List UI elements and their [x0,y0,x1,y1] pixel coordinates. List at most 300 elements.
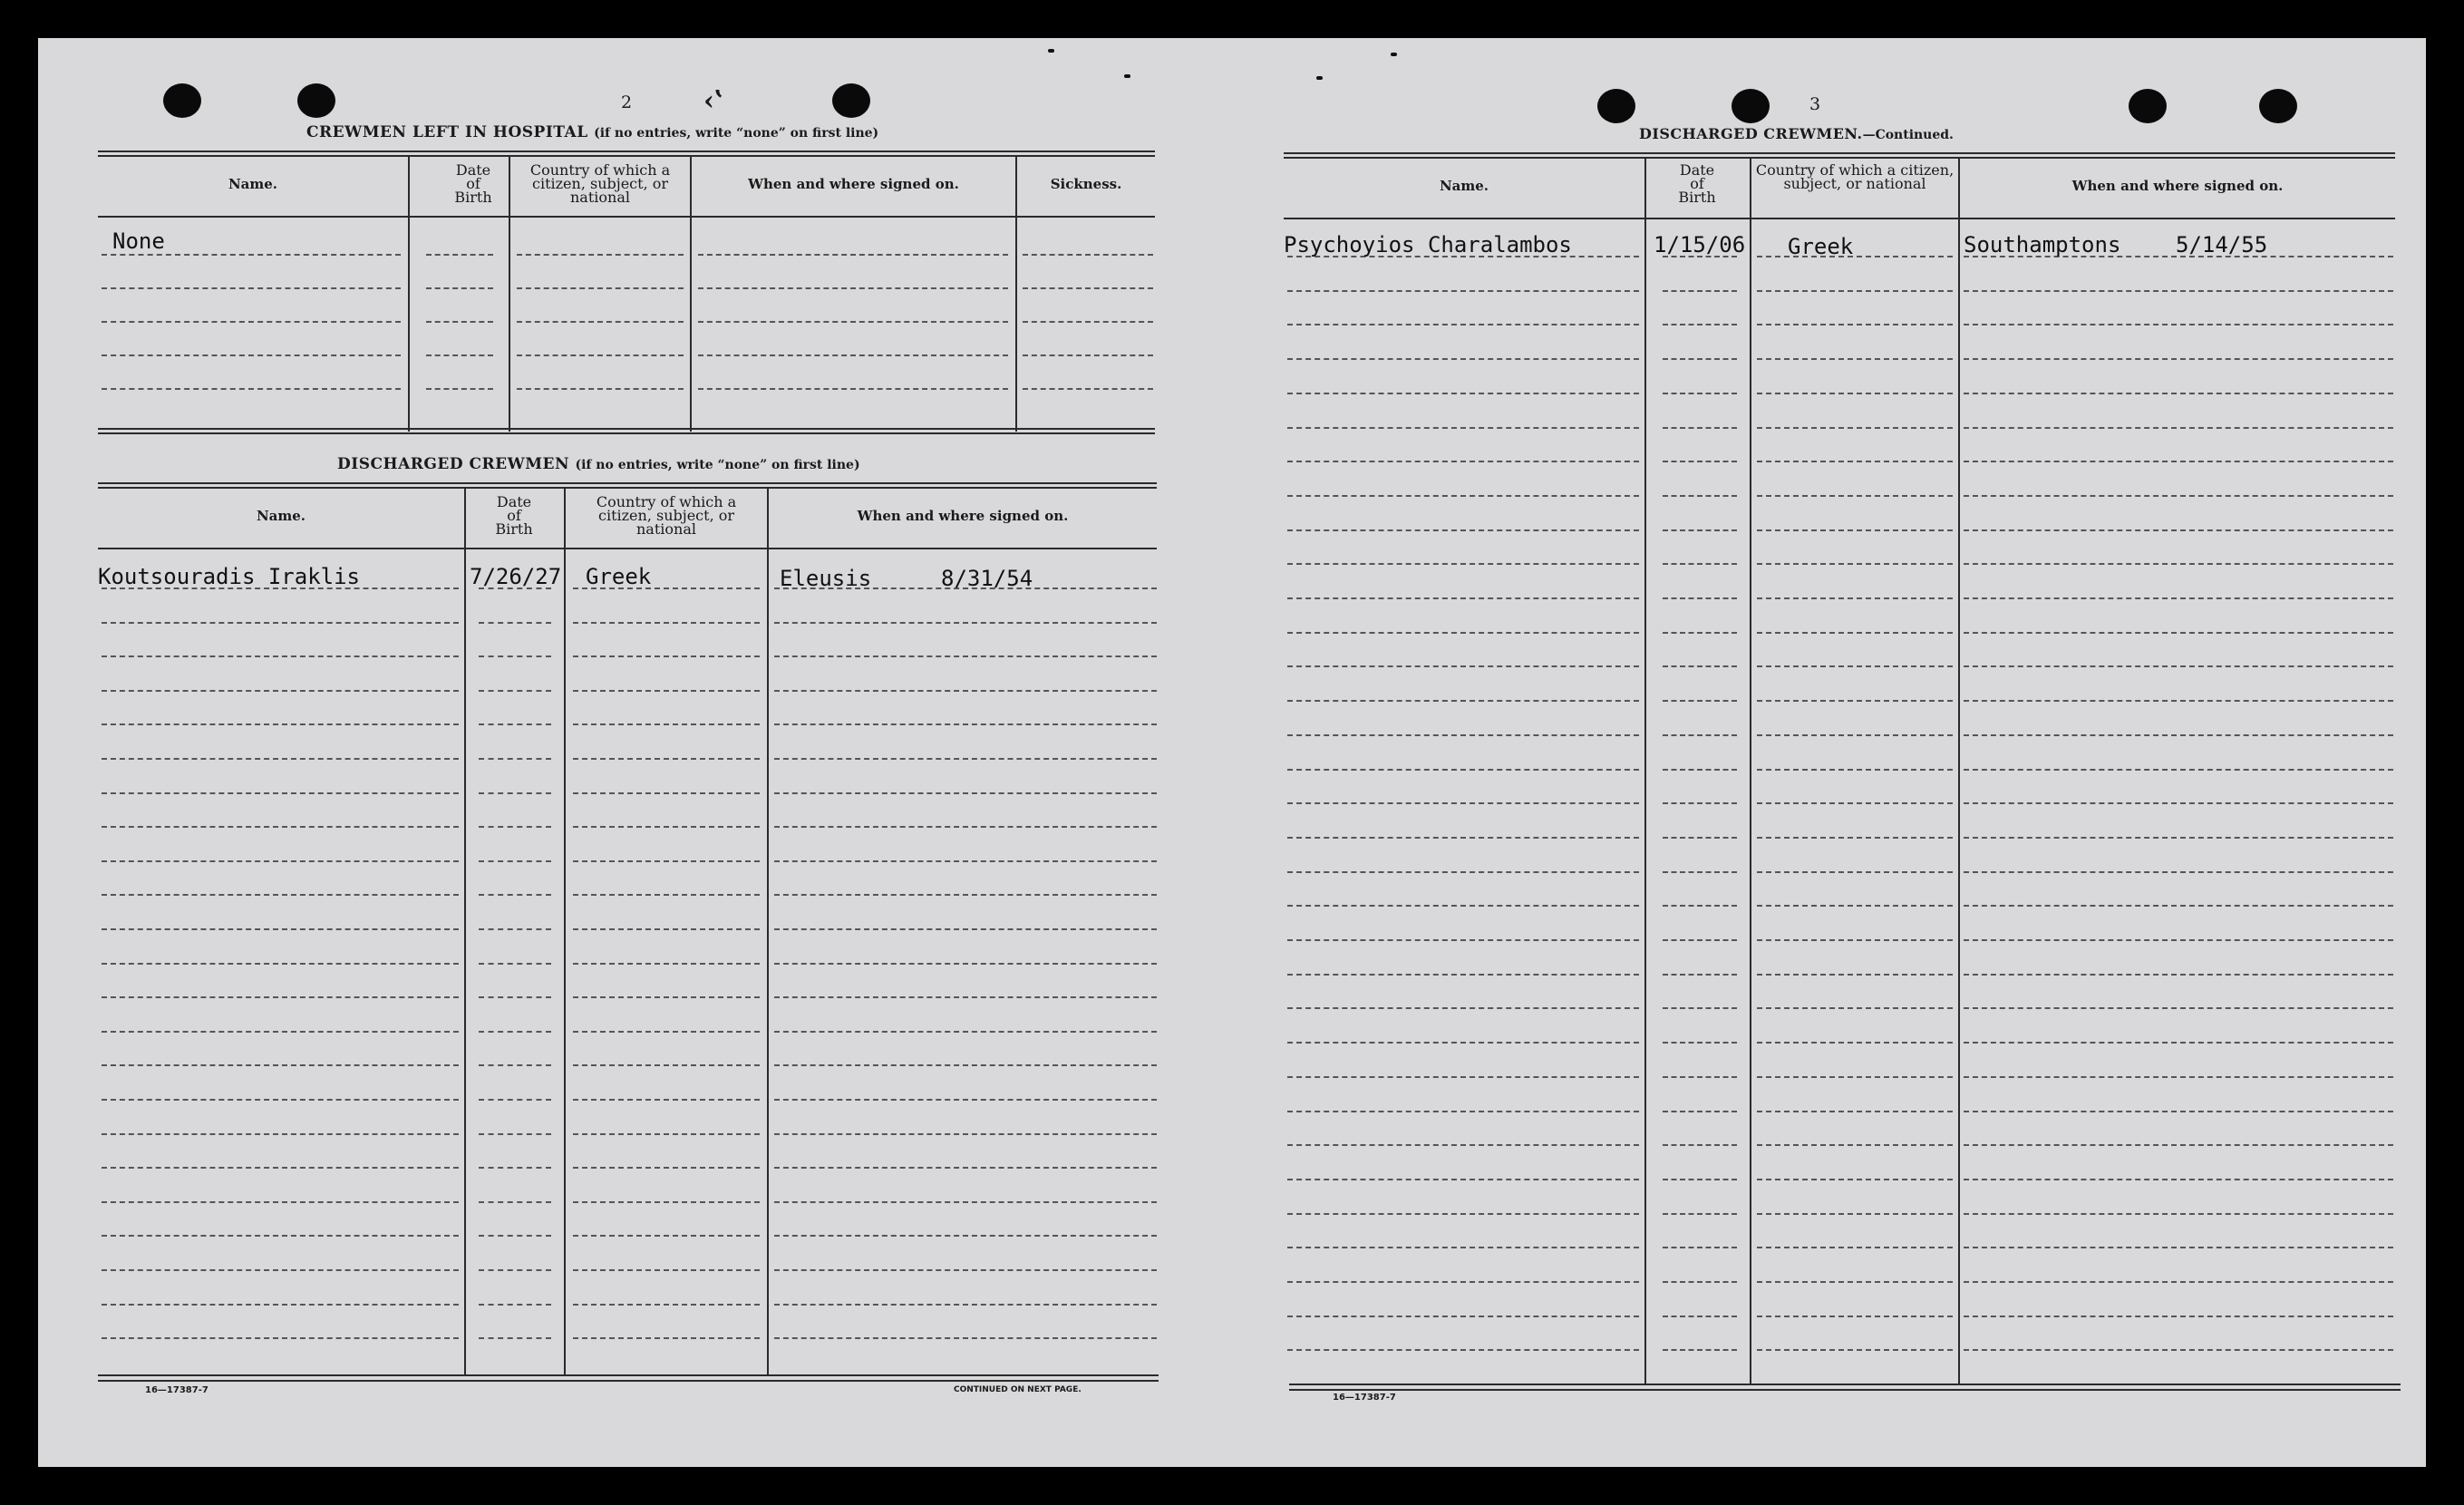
ruled-line [1964,837,2393,839]
ruled-line [479,1269,551,1271]
ruled-line [1287,495,1639,497]
ruled-line [1663,358,1737,360]
discharged-entry-date: 8/31/54 [941,566,1033,591]
ruled-line [479,655,551,657]
ruled-line [1757,393,1953,394]
ruled-line [1287,1247,1639,1248]
ruled-line [102,1269,459,1271]
ruled-line [1663,1007,1737,1009]
ruled-line [102,723,459,725]
ruled-line [573,996,760,998]
ruled-line [1964,632,2393,634]
ruled-line [479,1304,551,1306]
hospital-col-divider [690,156,692,432]
ruled-line [774,928,1157,930]
ruled-line [1663,529,1737,531]
ruled-line [1964,1042,2393,1044]
ruled-line [1287,769,1639,771]
hospital-col-signed-on: When and where signed on. [748,176,959,192]
ruled-line [1964,597,2393,599]
continued-title-text: DISCHARGED CREWMEN. [1639,125,1863,142]
hospital-title-text: CREWMEN LEFT IN HOSPITAL [306,123,588,141]
right-col-dob: Date of Birth [1678,161,1716,207]
ruled-line [479,1201,551,1203]
ruled-line [102,860,459,862]
ruled-line [102,996,459,998]
ruled-line [1663,939,1737,941]
discharged-table-top-rule [98,482,1157,484]
ruled-line [1663,1349,1737,1351]
ruled-line [102,1337,459,1339]
ruled-line [1287,802,1639,804]
continued-subtitle-text: —Continued. [1862,128,1954,142]
ruled-line [102,655,459,657]
ruled-line [1757,427,1953,429]
hospital-header-rule [98,216,1155,218]
ruled-line [1287,665,1639,667]
ruled-line [1287,1111,1639,1112]
discharged-col-name: Name. [256,508,306,524]
ruled-line [1964,1349,2393,1351]
ruled-line [774,826,1157,828]
discharged-title-text: DISCHARGED CREWMEN [337,455,570,473]
ruled-line [1757,974,1953,976]
hospital-col-divider [509,156,510,432]
ruled-line [479,1031,551,1033]
ruled-line [1287,1316,1639,1317]
ruled-line [573,928,760,930]
ruled-line [573,758,760,760]
ruled-line [102,1304,459,1306]
hospital-entry-name: None [112,228,165,254]
ruled-line [774,1337,1157,1339]
page-mark: ‹‛ [703,85,724,117]
ruled-line [102,758,459,760]
ruled-line [698,254,1008,256]
ruled-line [774,1133,1157,1135]
ruled-line [1663,290,1737,292]
right-table-top-rule [1284,152,2395,154]
discharged-col-dob: Date of Birth [495,493,533,539]
punch-hole [2259,89,2297,123]
punch-hole [1597,89,1635,123]
ruled-line [573,1031,760,1033]
ruled-line [1663,1247,1737,1248]
ruled-line [102,894,459,896]
ruled-line [1757,563,1953,565]
discharged-entry-name: Koutsouradis Iraklis [98,564,360,589]
ruled-line [1757,597,1953,599]
ruled-line [102,1064,459,1066]
ruled-line [1663,563,1737,565]
ruled-line [517,388,684,390]
discharged-header-rule [98,548,1157,549]
ruled-line [774,963,1157,965]
ruled-line [1757,461,1953,462]
right-col-country: Country of which a citizen, subject, or national [1755,161,1955,193]
ruled-line [102,254,401,256]
ruled-line [479,1133,551,1135]
ruled-line [1757,1281,1953,1283]
ruled-line [573,1099,760,1101]
right-header-rule [1284,218,2395,219]
ruled-line [102,1201,459,1203]
ruled-line [573,963,760,965]
ruled-line [1287,358,1639,360]
ruled-line [1663,632,1737,634]
right-page-number: 3 [1809,94,1821,114]
ruled-line [102,354,401,356]
ruled-line [102,1031,459,1033]
ruled-line [1663,1042,1737,1044]
ruled-line [1287,1179,1639,1180]
ruled-line [1287,1281,1639,1283]
ruled-line [1287,700,1639,702]
ruled-line [1964,871,2393,873]
ruled-line [573,655,760,657]
ruled-line [774,860,1157,862]
document-page [38,38,2426,1467]
ruled-line [426,321,493,323]
ruled-line [1287,393,1639,394]
ruled-line [573,723,760,725]
ruled-line [479,758,551,760]
ruled-line [1663,324,1737,325]
ruled-line [102,792,459,794]
ruled-line [1663,905,1737,907]
right-table-bottom-rule [1289,1384,2401,1385]
ruled-line [1757,324,1953,325]
ruled-line [774,996,1157,998]
ruled-line [774,723,1157,725]
ruled-line [698,388,1008,390]
ruled-line [774,1201,1157,1203]
ruled-line [1964,974,2393,976]
ruled-line [479,1064,551,1066]
hospital-table-top-rule [98,150,1155,152]
hospital-col-sickness: Sickness. [1050,176,1122,192]
speck [1391,53,1397,56]
speck [1124,74,1130,78]
hospital-section-title [306,123,878,141]
ruled-line [1757,905,1953,907]
ruled-line [1757,734,1953,736]
ruled-line [1287,1349,1639,1351]
ruled-line [1287,632,1639,634]
ruled-line [1663,974,1737,976]
ruled-line [479,1099,551,1101]
ruled-line [1663,802,1737,804]
discharged-col-signed-on: When and where signed on. [857,508,1069,524]
ruled-line [1757,1179,1953,1180]
ruled-line [573,894,760,896]
right-table-bottom-rule2 [1289,1389,2401,1391]
ruled-line [1757,290,1953,292]
ruled-line [1287,1144,1639,1146]
ruled-line [1663,597,1737,599]
ruled-line [1663,1111,1737,1112]
discharged-table-bottom-rule [98,1374,1159,1376]
punch-hole [163,83,201,118]
ruled-line [102,928,459,930]
discharged-col-divider [464,488,466,1374]
ruled-line [102,690,459,692]
right-entry-place: Southamptons [1964,232,2121,257]
punch-hole [832,83,870,118]
ruled-line [774,1235,1157,1237]
ruled-line [1757,871,1953,873]
ruled-line [1964,324,2393,325]
ruled-line [479,1167,551,1169]
ruled-line [1757,632,1953,634]
ruled-line [1757,1213,1953,1215]
ruled-line [1663,461,1737,462]
right-entry-dob: 1/15/06 [1654,232,1746,257]
ruled-line [573,826,760,828]
ruled-line [1964,1076,2393,1078]
ruled-line [102,1235,459,1237]
ruled-line [1663,734,1737,736]
ruled-line [1964,802,2393,804]
ruled-line [774,758,1157,760]
ruled-line [573,1304,760,1306]
ruled-line [1964,529,2393,531]
ruled-line [573,1201,760,1203]
ruled-line [1023,321,1153,323]
ruled-line [698,354,1008,356]
ruled-line [774,894,1157,896]
ruled-line [517,254,684,256]
ruled-line [1964,1247,2393,1248]
ruled-line [1287,324,1639,325]
ruled-line [698,287,1008,289]
ruled-line [517,354,684,356]
ruled-line [102,1133,459,1135]
ruled-line [102,826,459,828]
ruled-line [479,860,551,862]
ruled-line [479,894,551,896]
discharged-entry-place: Eleusis [780,566,872,591]
ruled-line [1757,529,1953,531]
right-col-signed-on: When and where signed on. [2071,178,2284,194]
ruled-line [479,996,551,998]
ruled-line [1287,837,1639,839]
ruled-line [1663,871,1737,873]
ruled-line [1287,1042,1639,1044]
ruled-line [1964,665,2393,667]
ruled-line [1023,388,1153,390]
ruled-line [1287,974,1639,976]
ruled-line [1287,939,1639,941]
ruled-line [774,1167,1157,1169]
ruled-line [1663,665,1737,667]
ruled-line [774,1304,1157,1306]
ruled-line [1757,1316,1953,1317]
continued-section-title [1639,125,1954,142]
ruled-line [1663,1076,1737,1078]
ruled-line [573,1235,760,1237]
ruled-line [1757,802,1953,804]
punch-hole [2129,89,2167,123]
ruled-line [1663,1316,1737,1317]
ruled-line [1287,563,1639,565]
ruled-line [102,963,459,965]
ruled-line [573,690,760,692]
discharged-col-divider [767,488,769,1374]
ruled-line [1757,495,1953,497]
hospital-table-top-rule2 [98,155,1155,157]
ruled-line [573,1064,760,1066]
ruled-line [1964,1316,2393,1317]
discharged-col-country: Country of which a citizen, subject, or national [596,493,737,539]
ruled-line [517,321,684,323]
hospital-col-dob: Date of Birth [454,161,492,207]
ruled-line [573,860,760,862]
hospital-table-bottom-rule2 [98,432,1155,434]
ruled-line [479,1337,551,1339]
ruled-line [426,354,493,356]
ruled-line [1023,254,1153,256]
discharged-subtitle-text: (if no entries, write “none” on first line) [575,458,860,472]
ruled-line [774,1269,1157,1271]
ruled-line [1287,1076,1639,1078]
hospital-col-name: Name. [228,176,278,192]
ruled-line [1964,1111,2393,1112]
right-entry-country: Greek [1788,234,1854,259]
discharged-entry-dob: 7/26/27 [470,564,562,589]
ruled-line [1964,563,2393,565]
ruled-line [1757,1007,1953,1009]
ruled-line [573,1337,760,1339]
right-col-divider [1644,158,1646,1384]
ruled-line [774,1031,1157,1033]
ruled-line [573,1269,760,1271]
ruled-line [102,287,401,289]
ruled-line [774,1064,1157,1066]
ruled-line [1964,427,2393,429]
ruled-line [479,723,551,725]
left-form-number: 16—17387-7 [145,1385,209,1395]
right-entry-date: 5/14/55 [2176,232,2268,257]
right-table-top-rule2 [1284,157,2395,159]
ruled-line [1663,1281,1737,1283]
ruled-line [774,655,1157,657]
ruled-line [774,792,1157,794]
ruled-line [1757,1042,1953,1044]
ruled-line [573,1167,760,1169]
ruled-line [1663,427,1737,429]
ruled-line [517,287,684,289]
ruled-line [1757,1111,1953,1112]
ruled-line [1757,769,1953,771]
ruled-line [1964,769,2393,771]
ruled-line [1964,1007,2393,1009]
ruled-line [573,622,760,624]
ruled-line [1287,734,1639,736]
ruled-line [1757,665,1953,667]
left-page-number: 2 [621,92,633,112]
ruled-line [1757,700,1953,702]
ruled-line [1663,1179,1737,1180]
ruled-line [426,388,493,390]
discharged-entry-country: Greek [586,564,652,589]
right-col-divider [1750,158,1751,1384]
ruled-line [1663,769,1737,771]
ruled-line [1964,734,2393,736]
ruled-line [1964,1213,2393,1215]
ruled-line [1663,495,1737,497]
ruled-line [1964,905,2393,907]
ruled-line [1757,1076,1953,1078]
ruled-line [1287,871,1639,873]
hospital-col-divider [1015,156,1017,432]
ruled-line [573,792,760,794]
ruled-line [1663,393,1737,394]
ruled-line [1757,256,1953,257]
hospital-table-bottom-rule [98,428,1155,430]
ruled-line [1757,837,1953,839]
ruled-line [1964,939,2393,941]
ruled-line [102,1167,459,1169]
ruled-line [1757,939,1953,941]
ruled-line [426,287,493,289]
right-col-name: Name. [1439,178,1489,194]
ruled-line [573,1133,760,1135]
ruled-line [1287,529,1639,531]
hospital-col-country: Country of which a citizen, subject, or national [529,161,671,207]
ruled-line [1663,1213,1737,1215]
right-entry-name: Psychoyios Charalambos [1284,232,1572,257]
discharged-table-top-rule2 [98,487,1157,489]
ruled-line [1964,1281,2393,1283]
ruled-line [1964,393,2393,394]
ruled-line [479,928,551,930]
ruled-line [1287,597,1639,599]
ruled-line [1287,427,1639,429]
ruled-line [774,690,1157,692]
ruled-line [1964,495,2393,497]
ruled-line [1964,1144,2393,1146]
ruled-line [698,321,1008,323]
ruled-line [1287,905,1639,907]
ruled-line [1023,354,1153,356]
hospital-subtitle-text: (if no entries, write “none” on first line) [594,126,879,141]
ruled-line [1964,1179,2393,1180]
ruled-line [426,254,493,256]
ruled-line [1757,1247,1953,1248]
ruled-line [1757,1349,1953,1351]
ruled-line [1663,700,1737,702]
ruled-line [479,690,551,692]
ruled-line [774,622,1157,624]
ruled-line [1964,700,2393,702]
ruled-line [1287,461,1639,462]
ruled-line [479,1235,551,1237]
ruled-line [479,792,551,794]
ruled-line [1964,461,2393,462]
continued-note: CONTINUED ON NEXT PAGE. [954,1385,1082,1394]
ruled-line [1757,358,1953,360]
right-form-number: 16—17387-7 [1333,1393,1396,1403]
ruled-line [102,622,459,624]
ruled-line [1663,837,1737,839]
ruled-line [479,622,551,624]
ruled-line [479,963,551,965]
ruled-line [1287,1007,1639,1009]
ruled-line [102,1099,459,1101]
discharged-col-divider [564,488,566,1374]
ruled-line [102,388,401,390]
